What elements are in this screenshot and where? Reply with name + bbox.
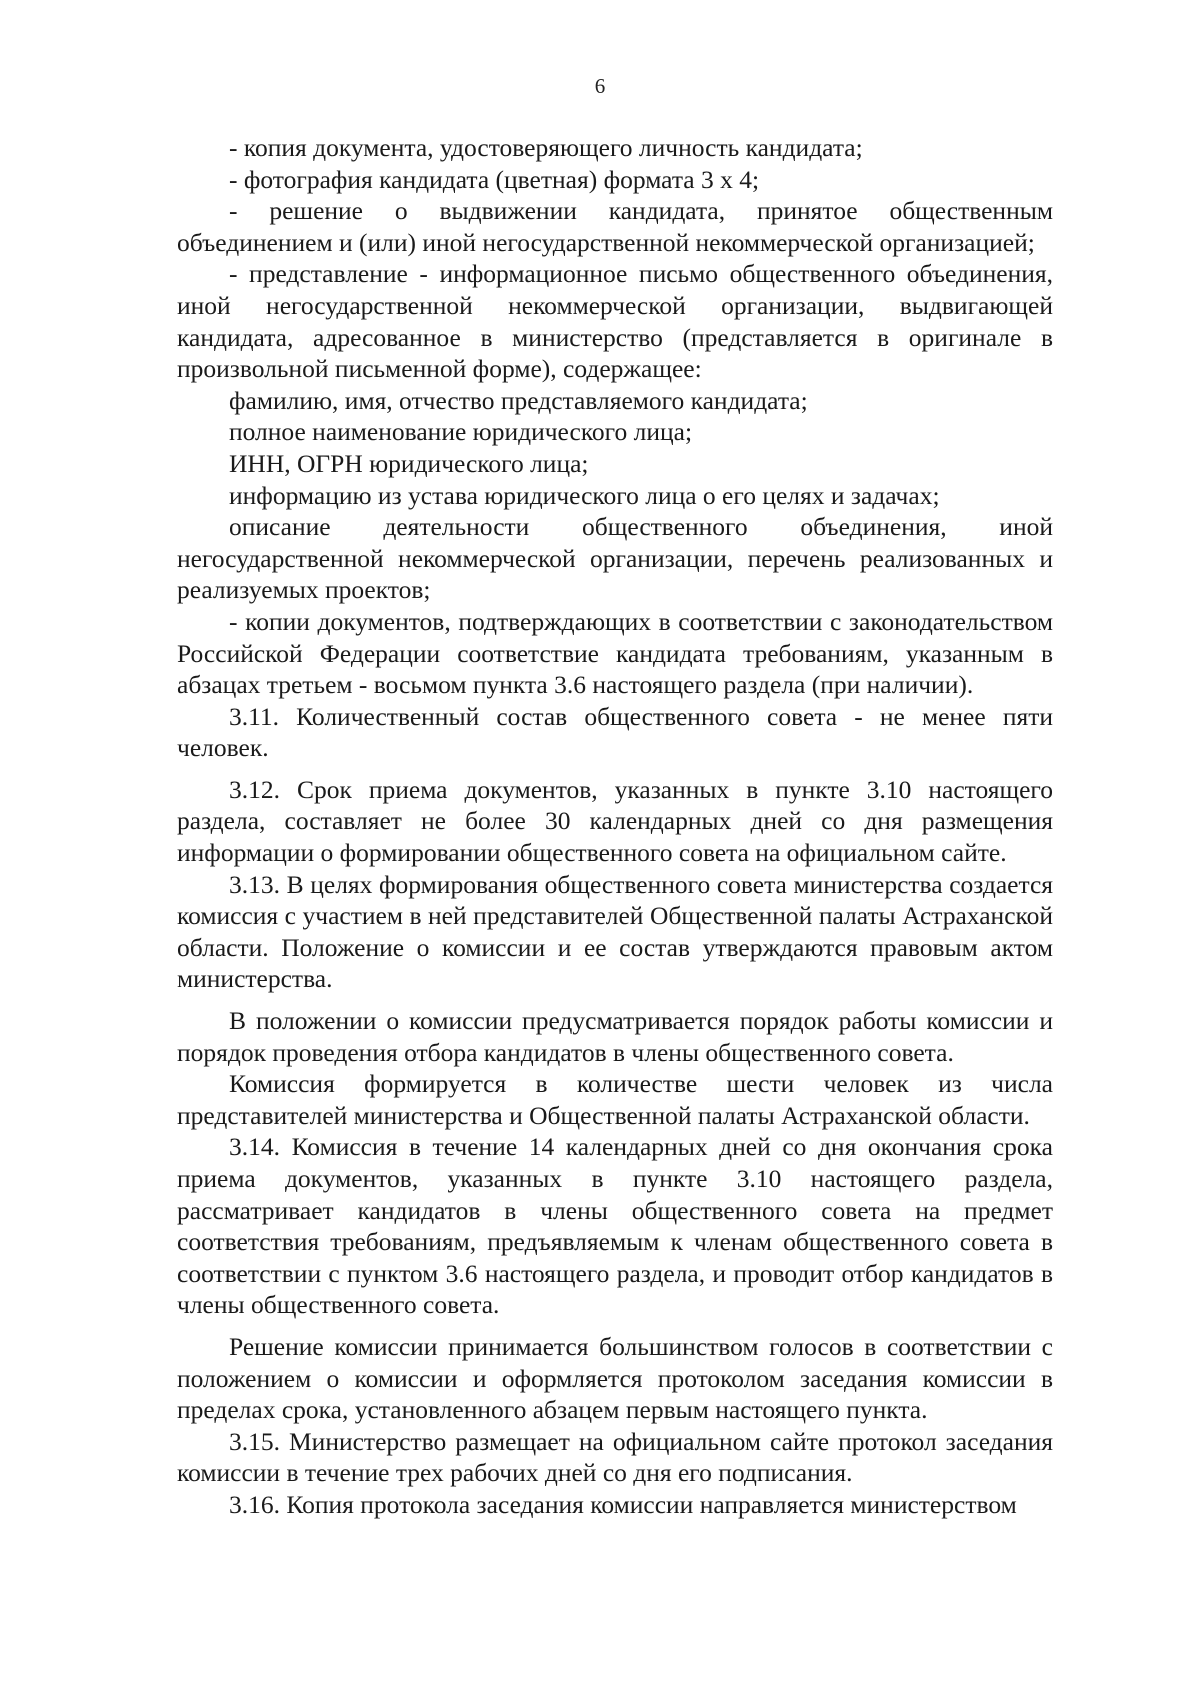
paragraph-nomination-decision: - решение о выдвижении кандидата, принятое общественным объединением и (или) иной негосударственной некоммерческой организацией;	[177, 196, 1053, 257]
paragraph-3-16: 3.16. Копия протокола заседания комиссии направляется министерством	[229, 1489, 1017, 1519]
paragraph-commission-regulation: В положении о комиссии предусматривается порядок работы комиссии и порядок проведения отбора кандидатов в члены общественного совета.	[177, 1006, 1053, 1067]
paragraph-representation: - представление - информационное письмо общественного объединения, иной негосударственной некоммерческой организации, выдвигающей кандидата, адресованное в министерство (представляется в оригинале в произвольной письменной форме), содержащее:	[177, 259, 1053, 384]
paragraph-commission-composition: Комиссия формируется в количестве шести человек из числа представителей министерства и Общественной палаты Астраханской области.	[177, 1069, 1053, 1130]
list-item-inn-ogrn: ИНН, ОГРН юридического лица;	[229, 448, 589, 478]
paragraph-document-copies: - копии документов, подтверждающих в соответствии с законодательством Российской Федерации соответствие кандидата требованиям, указанным в абзацах третьем - восьмом пункта 3.6 настоящего раздела (при наличии).	[177, 606, 1053, 700]
paragraph-3-14: 3.14. Комиссия в течение 14 календарных дней со дня окончания срока приема документов, указанных в пункте 3.10 настоящего раздела, рассматривает кандидатов в члены общественного совета на предмет соответствия требованиям, предъявляемым к членам общественного совета в соответствии с пунктом 3.6 настоящего раздела, и проводит отбор кандидатов в члены общественного совета.	[177, 1132, 1053, 1320]
document-body	[177, 132, 1053, 1521]
paragraph-3-13: 3.13. В целях формирования общественного совета министерства создается комиссия с участием в ней представителей Общественной палаты Астраханской области. Положение о комиссии и ее состав утверждаются правовым актом министерства.	[177, 869, 1053, 994]
list-item-legal-name: полное наименование юридического лица;	[229, 417, 693, 447]
paragraph-activity-description: описание деятельности общественного объединения, иной негосударственной некоммерческой организации, перечень реализованных и реализуемых проектов;	[177, 512, 1053, 605]
page-number: 6	[594, 74, 606, 98]
paragraph-commission-decision: Решение комиссии принимается большинством голосов в соответствии с положением о комиссии и оформляется протоколом заседания комиссии в пределах срока, установленного абзацем первым настоящего пункта.	[177, 1331, 1053, 1425]
paragraph-photo: - фотография кандидата (цветная) формата 3 х 4;	[229, 164, 760, 194]
paragraph-3-11: 3.11. Количественный состав общественного совета - не менее пяти человек.	[177, 701, 1053, 763]
list-item-charter-info: информацию из устава юридического лица о его целях и задачах;	[229, 480, 940, 510]
paragraph-3-15: 3.15. Министерство размещает на официальном сайте протокол заседания комиссии в течение трех рабочих дней со дня его подписания.	[177, 1426, 1053, 1488]
paragraph-id-copy: - копия документа, удостоверяющего личность кандидата;	[229, 133, 863, 162]
list-item-full-name: фамилию, имя, отчество представляемого кандидата;	[229, 385, 808, 415]
paragraph-3-12: 3.12. Срок приема документов, указанных в пункте 3.10 настоящего раздела, составляет не более 30 календарных дней со дня размещения информации о формировании общественного совета на официальном сайте.	[177, 774, 1053, 868]
